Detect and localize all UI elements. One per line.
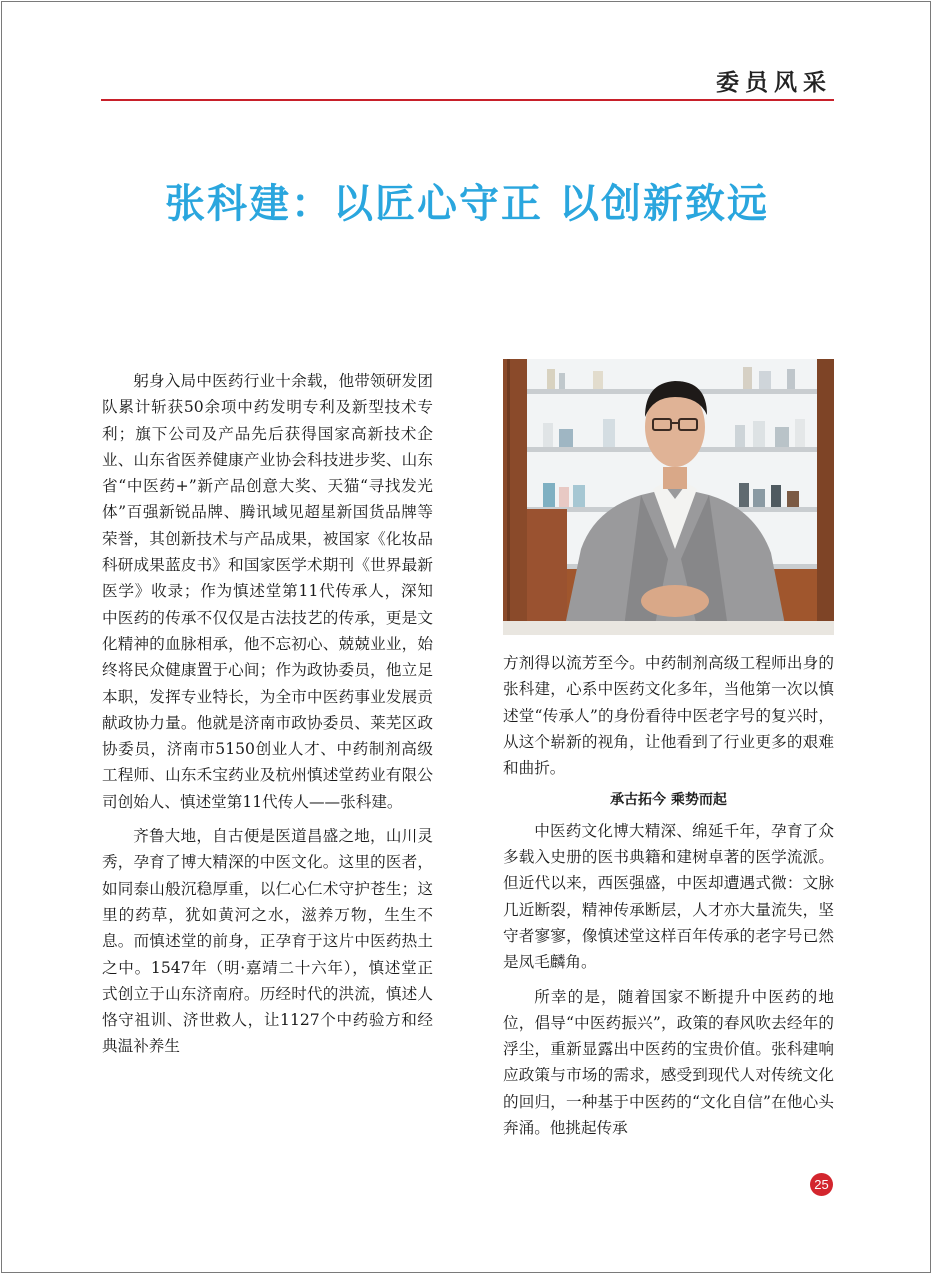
- paragraph: 中医药文化博大精深、绵延千年，孕育了众多载入史册的医书典籍和建树卓著的医学流派。但近代以来，西医强盛，中医却遭遇式微：文脉几近断裂，精神传承断层，人才亦大量流失，坚守者寥寥，像慎述堂这样百年传承的老字号已然是凤毛麟角。: [503, 821, 834, 972]
- portrait-photo: [503, 359, 834, 635]
- paragraph: 躬身入局中医药行业十余载，他带领研发团队累计斩获50余项中药发明专利及新型技术专利；旗下公司及产品先后获得国家高新技术企业、山东省医养健康产业协会科技进步奖、山东省“中医药+”新产品创意大奖、天猫“寻找发光体”百强新锐品牌、腾讯域见超星新国货品牌等荣誉，其创新技术与产品成果，被国家《化妆品科研成果蓝皮书》和国家医学术期刊《世界最新医学》收录；作为慎述堂第11代传承人，深知中医药的传承不仅仅是古法技艺的传承，更是文化精神的血脉相承，他不忘初心、兢兢业业，始终将民众健康置于心间；作为政协委员，他立足本职，发挥专业特长，为全市中医药事业发展贡献政协力量。他就是济南市政协委员、莱芜区政协委员，济南市5150创业人才、中药制剂高级工程师、山东禾宝药业及杭州慎述堂药业有限公司创始人、慎述堂第11代传人——张科建。: [102, 372, 433, 811]
- article-title: 张科建：以匠心守正 以创新致远: [165, 181, 769, 227]
- paragraph: 所幸的是，随着国家不断提升中医药的地位，倡导“中医药振兴”，政策的春风吹去经年的浮尘，重新显露出中医药的宝贵价值。张科建响应政策与市场的需求，感受到现代人对传统文化的回归，一种基于中医药的“文化自信”在他心头奔涌。他挑起传承: [503, 987, 834, 1138]
- section-subheading: 承古拓今 乘势而起: [610, 792, 727, 809]
- right-column: [503, 650, 834, 1141]
- header-rule: [101, 99, 834, 101]
- left-column: [102, 368, 433, 1060]
- paragraph: 齐鲁大地，自古便是医道昌盛之地，山川灵秀，孕育了博大精深的中医文化。这里的医者，如同泰山般沉稳厚重，以仁心仁术守护苍生；这里的药草，犹如黄河之水，滋养万物，生生不息。而慎述堂的前身，正孕育于这片中医药热土之中。1547年（明·嘉靖二十六年），慎述堂正式创立于山东济南府。历经时代的洪流，慎述人恪守祖训、济世救人，让1127个中药验方和经典温补养生: [102, 827, 433, 1056]
- page-number-badge: 25: [810, 1173, 833, 1196]
- column-name: 委员风采: [716, 69, 832, 96]
- paragraph: 方剂得以流芳至今。中药制剂高级工程师出身的张科建，心系中医药文化多年，当他第一次以慎述堂“传承人”的身份看待中医老字号的复兴时，从这个崭新的视角，让他看到了行业更多的艰难和曲折。: [503, 654, 834, 778]
